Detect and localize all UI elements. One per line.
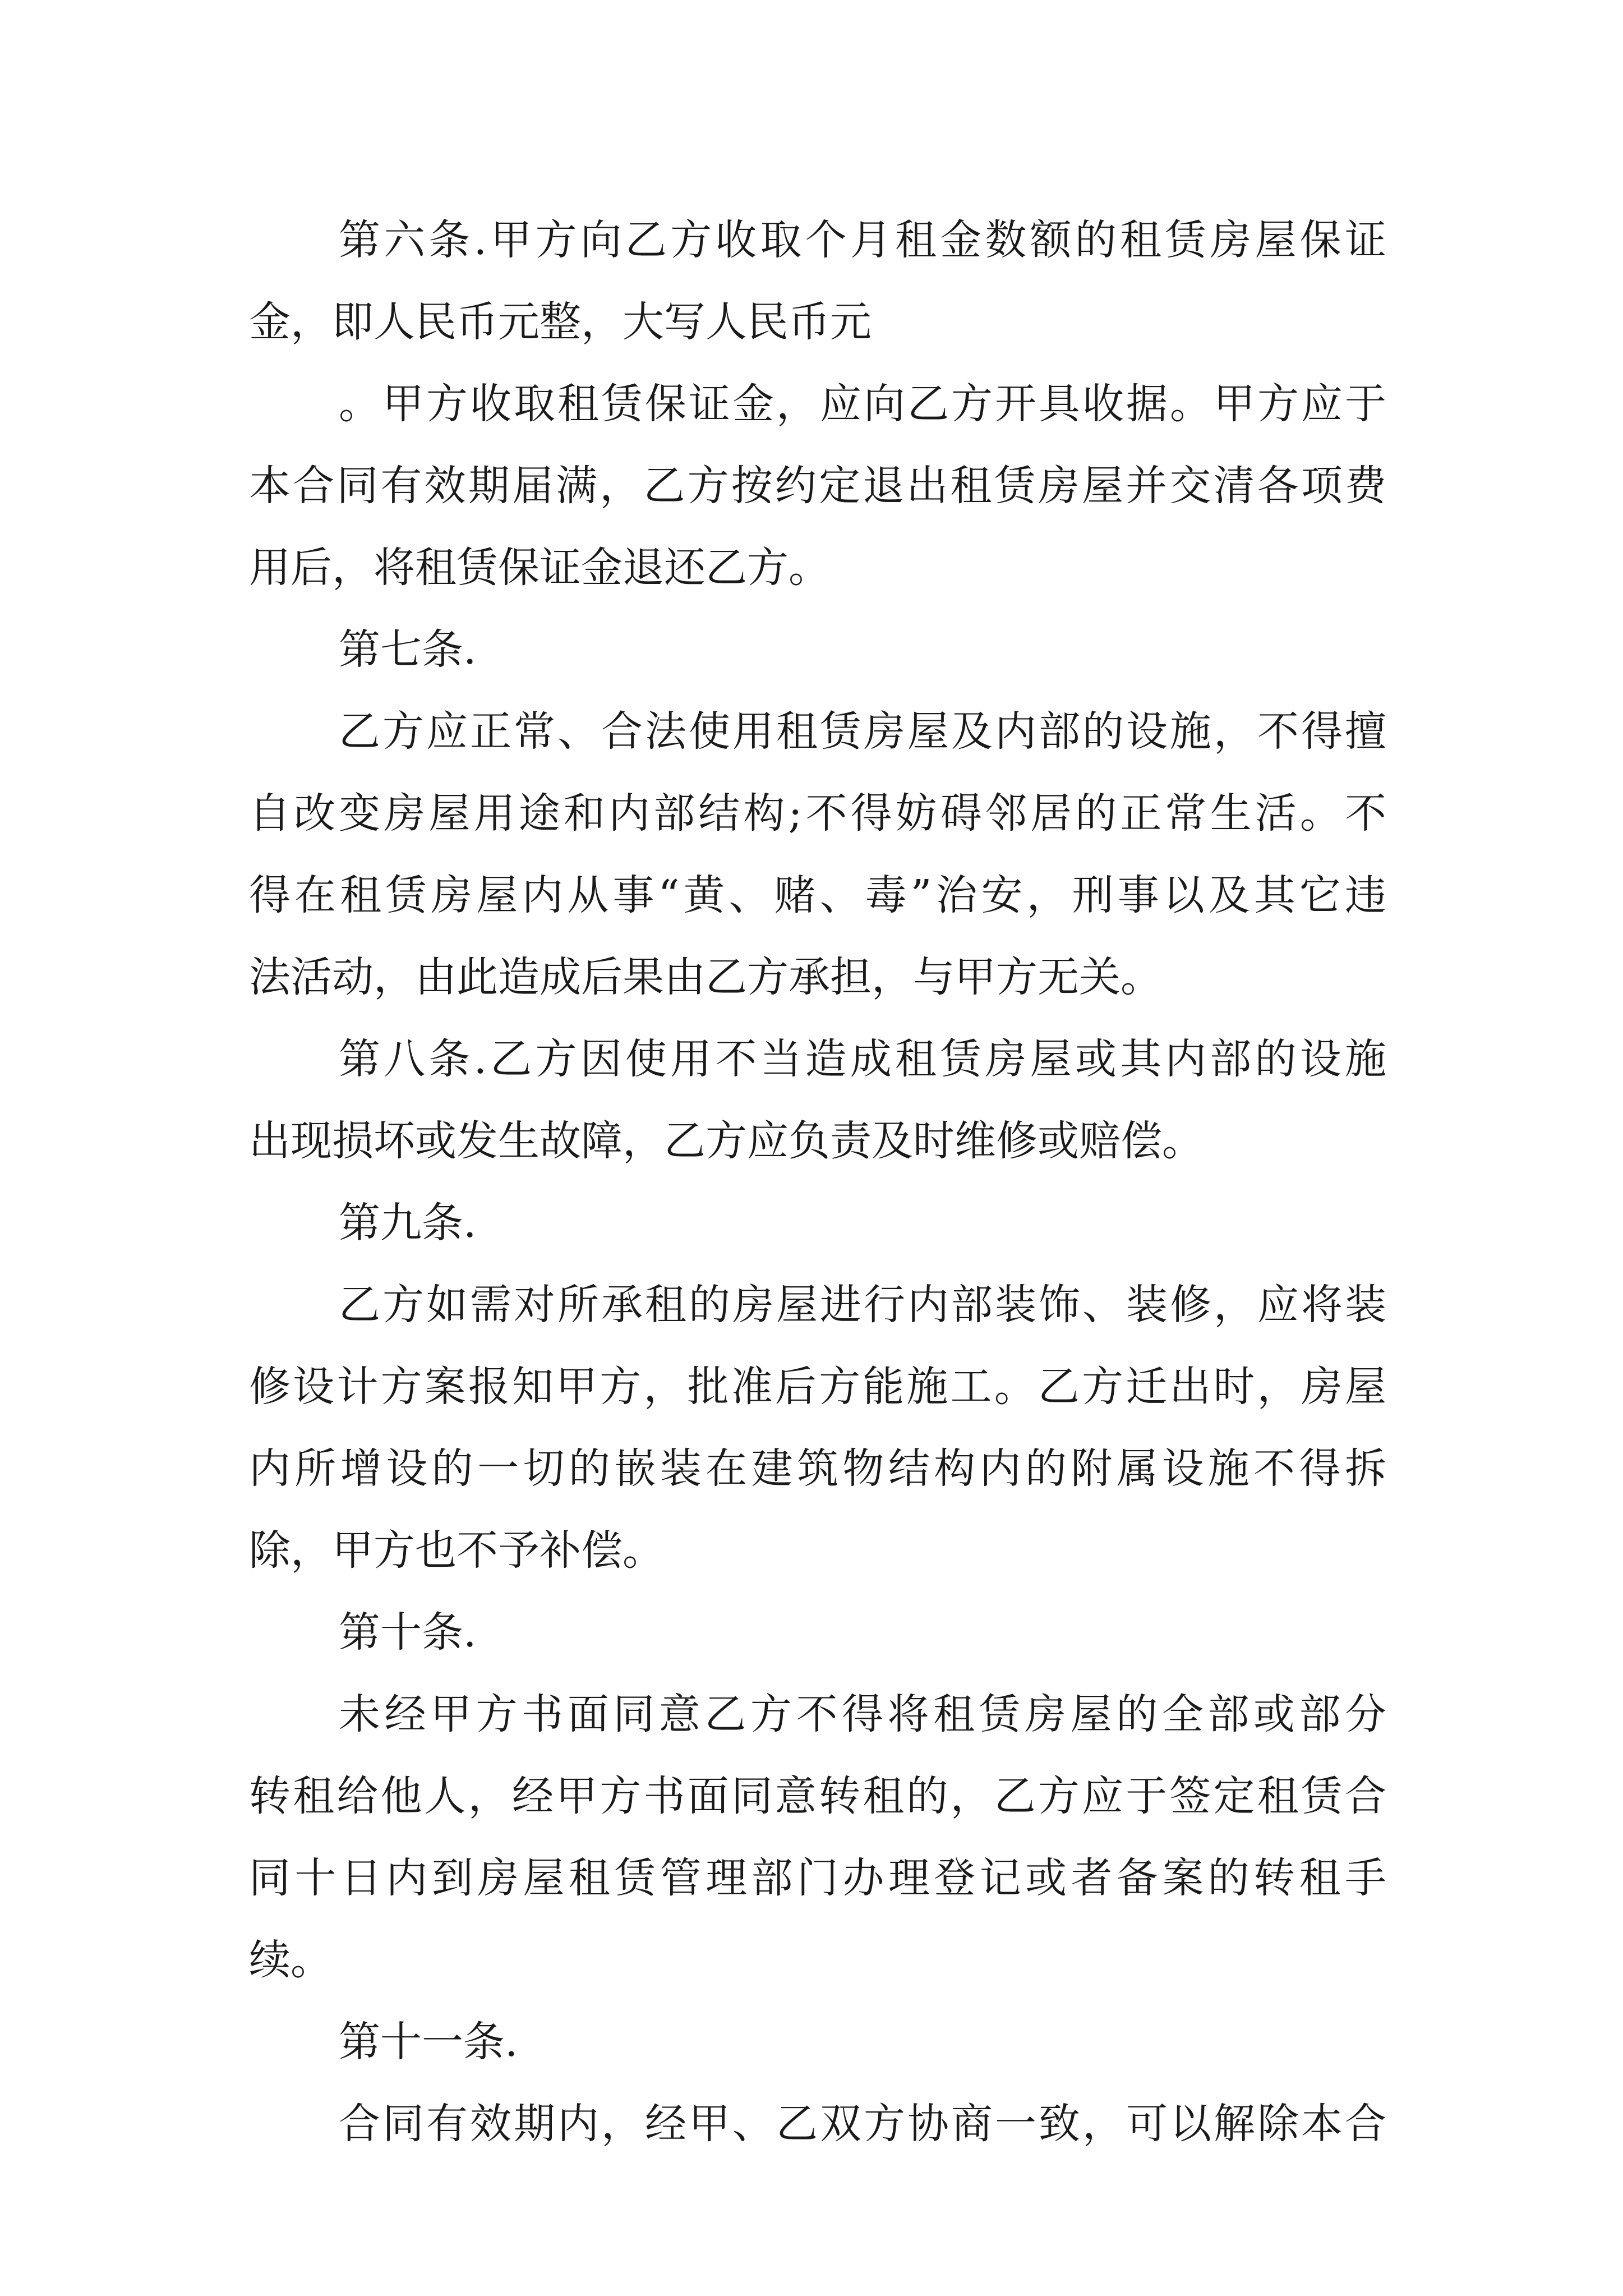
text-line: 第十一条. [339, 2018, 518, 2066]
text-line: 。甲方收取租赁保证金，应向乙方开具收据。甲方应于 [339, 380, 1386, 428]
text-line: 内所增设的一切的嵌装在建筑物结构内的附属设施不得拆 [249, 1444, 1386, 1493]
text-line: 第七条. [339, 625, 477, 674]
text-line: 除，甲方也不予补偿。 [249, 1526, 664, 1575]
text-line: 乙方如需对所承租的房屋进行内部装饰、装修，应将装 [339, 1281, 1386, 1329]
text-line: 金，即人民币元整，大写人民币元 [249, 298, 872, 346]
text-line: 续。 [249, 1936, 332, 1984]
text-line: 合同有效期内，经甲、乙双方协商一致，可以解除本合 [339, 2100, 1386, 2148]
text-line: 修设计方案报知甲方，批准后方能施工。乙方迁出时，房屋 [249, 1363, 1386, 1411]
text-line: 本合同有效期届满，乙方按约定退出租赁房屋并交清各项费 [249, 462, 1386, 510]
text-line: 第六条.甲方向乙方收取个月租金数额的租赁房屋保证 [339, 216, 1386, 264]
text-line: 第八条.乙方因使用不当造成租赁房屋或其内部的设施 [339, 1035, 1386, 1083]
text-line: 用后，将租赁保证金退还乙方。 [249, 544, 830, 592]
text-line: 第九条. [339, 1199, 477, 1247]
text-line: 法活动，由此造成后果由乙方承担，与甲方无关。 [249, 953, 1162, 1001]
text-line: 未经甲方书面同意乙方不得将租赁房屋的全部或部分 [339, 1690, 1386, 1738]
text-line: 出现损坏或发生故障，乙方应负责及时维修或赔偿。 [249, 1117, 1204, 1165]
text-line: 第十条. [339, 1608, 477, 1657]
text-line: 乙方应正常、合法使用租赁房屋及内部的设施，不得擅 [339, 707, 1386, 756]
text-line: 自改变房屋用途和内部结构;不得妨碍邻居的正常生活。不 [249, 789, 1386, 838]
text-line: 得在租赁房屋内从事“黄、赌、毒”治安，刑事以及其它违 [249, 871, 1386, 919]
text-line: 转租给他人，经甲方书面同意转租的，乙方应于签定租赁合 [249, 1772, 1386, 1820]
text-line: 同十日内到房屋租赁管理部门办理登记或者备案的转租手 [249, 1854, 1386, 1902]
